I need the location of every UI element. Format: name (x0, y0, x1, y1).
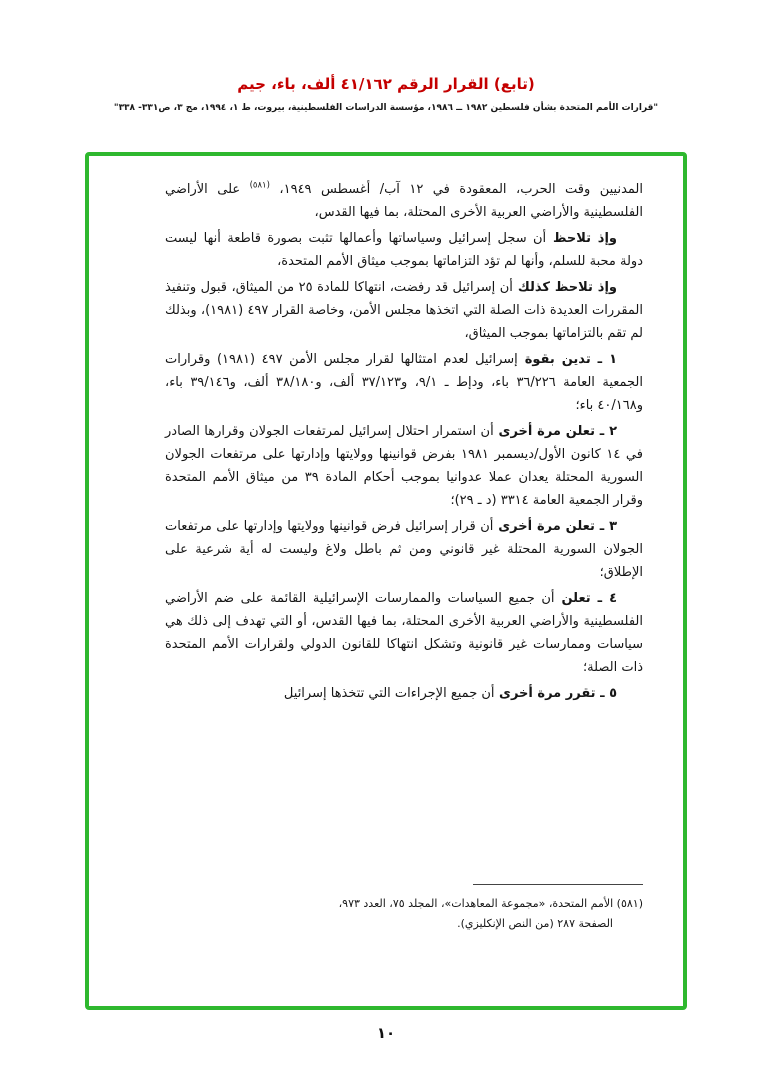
paragraph-lead: ٤ ـ تعلن (554, 591, 617, 606)
page-header (0, 74, 772, 113)
paragraph-lead: ٥ ـ تقرر مرة أخرى (494, 686, 617, 701)
document-title: (تابع) القرار الرقم ٤١/١٦٢ ألف، باء، جيم (237, 75, 535, 93)
paragraph-lead: ١ ـ تدين بقوة (517, 352, 617, 367)
paragraph: ١ ـ تدين بقوة إسرائيل لعدم امتثالها لقرار مجلس الأمن ٤٩٧ (١٩٨١) وقرارات الجمعية العامة ٣٦/٢٢٦ باء، ودإط ـ ٩/١، و٣٧/١٢٣ ألف، و٣٨/١٨٠ ألف، و٣٩/١٤٦ باء، و٤٠/١٦٨ باء؛ (165, 352, 643, 413)
footnote-divider (473, 884, 643, 885)
paragraph: ٣ ـ تعلن مرة أخرى أن قرار إسرائيل فرض قوانينها وولايتها وإدارتها على مرتفعات الجولان السورية المحتلة غير قانوني ومن ثم باطل ولاغ وليست له أية شرعية على الإطلاق؛ (165, 519, 643, 580)
paragraph-lead: ٣ ـ تعلن مرة أخرى (493, 519, 617, 534)
footnote-line: (٥٨١) الأمم المتحدة، «مجموعة المعاهدات»، المجلد ٧٥، العدد ٩٧٣، (338, 897, 643, 910)
source-citation: "قرارات الأمم المتحدة بشأن فلسطين ١٩٨٢ ــ ١٩٨٦، مؤسسة الدراسات الفلسطينية، بيروت، ط ١، ١٩٩٤، مج ٣، ص٣٣١- ٣٣٨" (113, 103, 659, 113)
paragraph: ٤ ـ تعلن أن جميع السياسات والممارسات الإسرائيلية القائمة على ضم الأراضي الفلسطينية والأراضي العربية الأخرى المحتلة، بما فيها القدس، أو التي تهدف إلى ذلك هي سياسات وممارسات غير قانونية وتشكل انتهاكا للقانون الدولي ولقرارات الأمم المتحدة ذات الصلة؛ (165, 591, 643, 675)
page-number: ١٠ (376, 1024, 396, 1042)
document-body (165, 178, 643, 708)
paragraph: ٢ ـ تعلن مرة أخرى أن استمرار احتلال إسرائيل لمرتفعات الجولان وقرارها الصادر في ١٤ كانون الأول/ديسمبر ١٩٨١ بفرض قوانينها وولايتها وإدارتها على مرتفعات الجولان السورية المحتلة يعدان عملا عدوانيا بموجب أحكام المادة ٣٩ من ميثاق الأمم المتحدة وقرار الجمعية العامة ٣٣١٤ (د ـ ٢٩)؛ (165, 424, 643, 508)
paragraph-lead: وإذ تلاحظ (546, 231, 617, 246)
paragraph-lead: ٢ ـ تعلن مرة أخرى (493, 424, 617, 439)
footnote-line: الصفحة ٢٨٧ (من النص الإنكليزي). (457, 917, 613, 930)
footnote (165, 894, 643, 934)
paragraph: المدنيين وقت الحرب، المعقودة في ١٢ آب/ أغسطس ١٩٤٩، $^{(٥٨١)}$ على الأراضي الفلسطينية والأراضي العربية الأخرى المحتلة، بما فيها القدس، (165, 180, 643, 220)
content-frame (85, 152, 687, 1010)
paragraph: ٥ ـ تقرر مرة أخرى أن جميع الإجراءات التي تتخذها إسرائيل (283, 686, 617, 701)
paragraph: وإذ تلاحظ أن سجل إسرائيل وسياساتها وأعمالها تثبت بصورة قاطعة أنها ليست دولة محبة للسلم، وأنها لم تؤد التزاماتها بموجب ميثاق الأمم المتحدة، (165, 231, 643, 269)
footnote-marker: (٥٨١) (249, 180, 270, 191)
paragraph: وإذ تلاحظ كذلك أن إسرائيل قد رفضت، انتهاكا للمادة ٢٥ من الميثاق، قبول وتنفيذ المقررات العديدة ذات الصلة التي اتخذها مجلس الأمن، وخاصة القرار ٤٩٧ (١٩٨١)، وبذلك لم تقم بالتزاماتها بموجب الميثاق، (165, 280, 643, 341)
paragraph-lead: وإذ تلاحظ كذلك (512, 280, 617, 295)
